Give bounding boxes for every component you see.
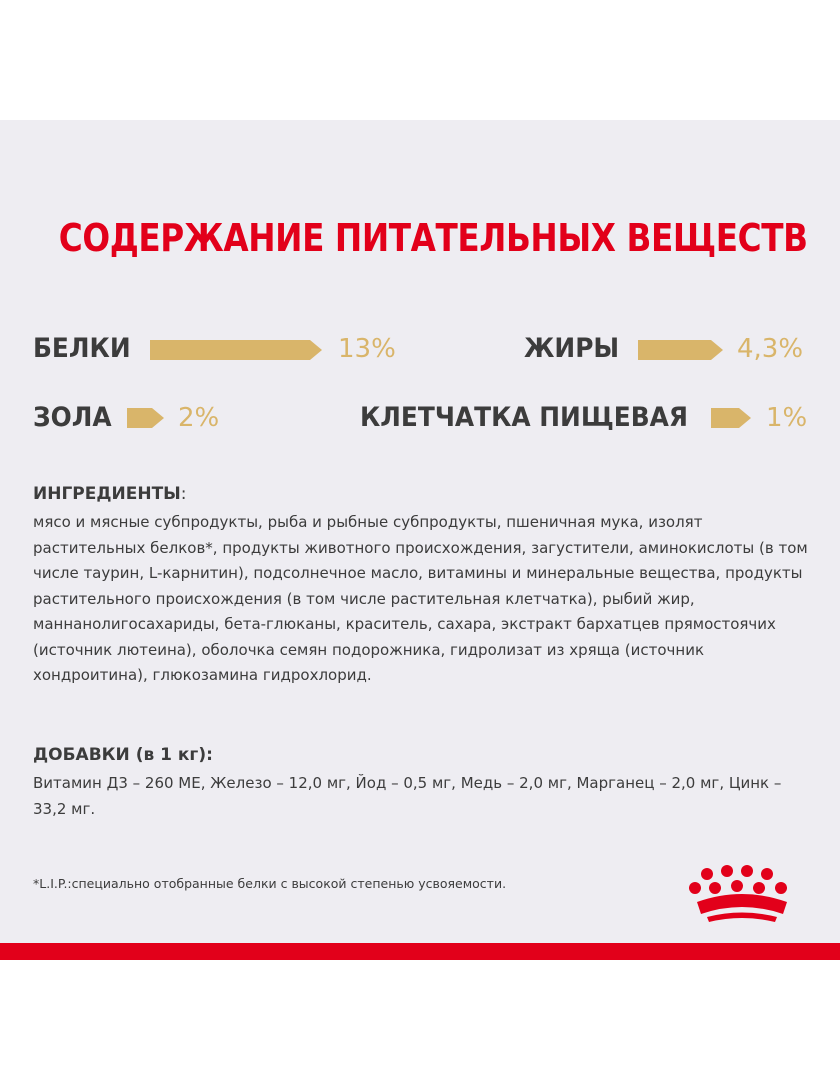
bottom-red-band — [0, 943, 840, 960]
ingredients-text: мясо и мясные субпродукты, рыба и рыбные субпродукты, пшеничная мука, изолят растительных белков*, продукты животного происхождения, загустители, аминокислоты (в том числе таурин, L-карнитин), подсолнечное масло, витамины и минеральные вещества, продукты растительного происхождения (в том числе растительная клетчатка), рыбий жир, маннанолигосахариды, бета-глюканы, краситель, сахара, экстракт бархатцев прямостоячих (источник лютеина), оболочка семян подорожника, гидролизат из хряща (источник хондроитина), глюкозамина гидрохлорид. — [33, 513, 808, 684]
nutrient-value-ash: 2% — [178, 403, 220, 433]
ingredients-heading: ИНГРЕДИЕНТЫ: — [33, 484, 187, 504]
nutrient-value-fiber: 1% — [766, 403, 808, 433]
nutrient-bar-fat — [638, 340, 723, 360]
nutrient-label-protein: БЕЛКИ — [33, 333, 131, 364]
nutrient-value-protein: 13% — [338, 334, 396, 364]
additives-text: Витамин Д3 – 260 МЕ, Железо – 12,0 мг, Йод – 0,5 мг, Медь – 2,0 мг, Марганец – 2,0 мг, Цинк – 33,2 мг. — [33, 774, 782, 818]
nutrient-value-fat: 4,3% — [737, 334, 804, 364]
nutrient-label-ash: ЗОЛА — [33, 402, 112, 433]
nutrient-bar-protein — [150, 340, 322, 360]
page-title: СОДЕРЖАНИЕ ПИТАТЕЛЬНЫХ ВЕЩЕСТВ — [58, 216, 808, 260]
nutrient-label-fiber: КЛЕТЧАТКА ПИЩЕВАЯ — [360, 402, 689, 433]
additives-heading: ДОБАВКИ (в 1 кг): — [33, 745, 213, 765]
footnote: *L.I.P.:специально отобранные белки с высокой степенью усвояемости. — [33, 876, 507, 891]
crown-logo-icon — [685, 862, 800, 926]
nutrient-label-fat: ЖИРЫ — [524, 333, 620, 364]
